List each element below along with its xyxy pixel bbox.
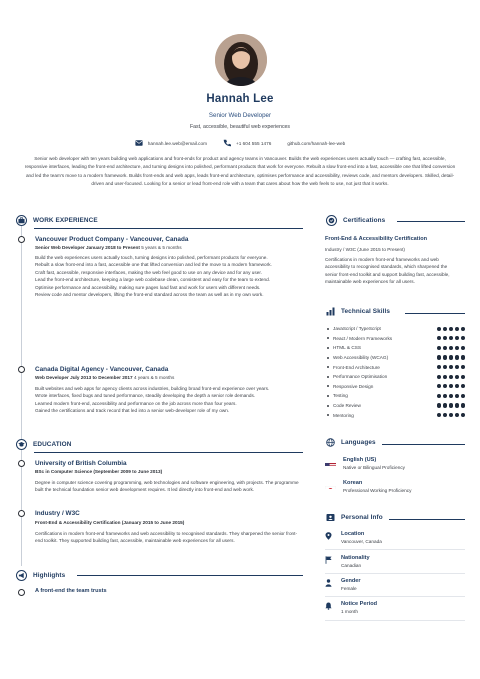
languages-section-header <box>326 438 376 447</box>
skill-name: Web Accessibility (WCAG) <box>327 355 388 360</box>
divider <box>325 549 465 550</box>
job-bullet: Learned modern front-end, accessibility and performance on the job across more than four years. <box>35 400 237 406</box>
rating-dot <box>437 403 441 407</box>
language-item <box>325 480 411 493</box>
skill-row <box>325 391 465 401</box>
skill-name: Performance Optimisation <box>327 374 387 379</box>
skill-rating <box>437 394 465 398</box>
job-company: Canada Digital Agency - Vancouver, Canada <box>35 366 169 373</box>
rating-dot <box>461 365 465 369</box>
rating-dot <box>461 403 465 407</box>
skill-name: Mentoring <box>327 413 354 418</box>
school-name: Industry / W3C <box>35 510 80 517</box>
rating-dot <box>455 394 459 398</box>
divider <box>325 620 465 621</box>
skill-rating <box>437 365 465 369</box>
rating-dot <box>443 365 447 369</box>
degree: Front-End & Accessibility Certification (January 2015 to June 2015) <box>35 520 185 525</box>
briefcase-icon <box>16 215 27 226</box>
rating-dot <box>449 355 453 359</box>
highlights-section-title: Highlights <box>33 572 66 579</box>
personal-label: Location <box>341 531 365 537</box>
certification-title: Front-End & Accessibility Certification <box>325 236 428 242</box>
job-role-dates: Web Developer July 2013 to December 2017 4 years & 5 months <box>35 375 175 380</box>
rating-dot <box>437 375 441 379</box>
skills-section-header <box>326 307 390 316</box>
skill-row <box>325 401 465 411</box>
work-section-header <box>16 215 98 226</box>
work-section-title: WORK EXPERIENCE <box>33 217 98 224</box>
personal-nationality <box>325 555 370 568</box>
skill-rating <box>437 403 465 407</box>
education-section-title: EDUCATION <box>33 441 72 448</box>
highlights-section-header <box>16 570 65 581</box>
school-name: University of British Columbia <box>35 460 127 467</box>
job-title: Senior Web Developer <box>208 112 272 119</box>
rating-dot <box>449 327 453 331</box>
personal-label: Nationality <box>341 555 370 561</box>
timeline-dot <box>18 236 25 243</box>
languages-section-title: Languages <box>341 439 376 446</box>
job-bullet: Built websites and web apps for agency clients across industries, building broad front-end experience over years. <box>35 386 270 391</box>
skill-rating <box>437 346 465 350</box>
skills-list <box>325 324 465 420</box>
contact-phone[interactable] <box>223 139 271 147</box>
personal-value: 1 month <box>341 609 358 614</box>
contact-bar <box>0 139 480 147</box>
location-pin-icon <box>325 532 332 540</box>
skill-rating <box>437 413 465 417</box>
education-description: Certifications in modern front-end frameworks and web accessibility to recognised standards. They sharpened the senior front-end toolkit. They supported building fast, accessible, maintainable web experiences for all users. <box>35 531 298 544</box>
skills-section-rule <box>405 313 465 314</box>
rating-dot <box>461 375 465 379</box>
rating-dot <box>461 327 465 331</box>
language-item <box>325 457 405 470</box>
skill-row <box>325 382 465 392</box>
highlight-item: A front-end the team trusts <box>35 588 107 594</box>
rating-dot <box>455 346 459 350</box>
work-section-rule <box>34 228 303 229</box>
profile-photo <box>215 34 267 86</box>
language-level: Professional Working Proficiency <box>343 488 412 493</box>
rating-dot <box>455 336 459 340</box>
rating-dot <box>437 355 441 359</box>
rating-dot <box>455 365 459 369</box>
job-bullet: Craft fast, accessible, responsive interfaces, making the web feel good to use on any device and for any user. <box>35 269 262 275</box>
personal-section-header <box>326 513 383 522</box>
skill-rating <box>437 384 465 388</box>
email-text: hannah.lee.web@email.com <box>147 140 208 146</box>
profile-summary: Senior web developer with ten years building web applications and front-ends for product and agency teams in Vancouver. Builds the web experiences users actually touch — crafting fast, accessible, responsive interfaces, leading the front-end architecture, and turning designs into polished, performant products that work for everyone. Rebuilt a slow front-end into a fast, accessible one that lifted conversion and led the team's move to a modern framework. Builds front-ends and web apps, leads front-end architecture, optimises performance and accessibility, reviews code, and mentors developers. Skilled, detail-driven and user-focused. Looking for a senior or lead front-end role with a team that cares about how the web feels to use, not just that it works. <box>24 156 456 186</box>
skill-row <box>325 372 465 382</box>
timeline-dot <box>18 460 25 467</box>
rating-dot <box>461 384 465 388</box>
job-role-dates: Senior Web Developer January 2018 to Present 5 years & 5 months <box>35 245 182 250</box>
rating-dot <box>443 336 447 340</box>
job-bullet: Build the web experiences users actually touch, turning designs into polished, performant products for everyone. <box>35 255 268 260</box>
rating-dot <box>443 403 447 407</box>
skill-row <box>325 334 465 344</box>
skill-row <box>325 410 465 420</box>
personal-value: Canadian <box>341 563 362 568</box>
certifications-section-title: Certifications <box>343 217 386 224</box>
rating-dot <box>461 394 465 398</box>
degree: BSc in Computer Science (September 2009 to June 2013) <box>35 469 163 474</box>
job-bullets <box>35 385 303 415</box>
rating-dot <box>449 346 453 350</box>
rating-dot <box>455 327 459 331</box>
graduation-cap-icon <box>16 439 27 450</box>
certification-description: Certifications in modern front-end frameworks and web accessibility to recognised standards, which sharpened the senior front-end toolkit and support building fast, accessible, maintainable web experiences for all users. <box>325 257 450 285</box>
divider <box>325 573 465 574</box>
job-company: Vancouver Product Company - Vancouver, Canada <box>35 236 189 243</box>
rating-dot <box>437 394 441 398</box>
rating-dot <box>443 413 447 417</box>
certification-issuer: Industry / W3C (June 2015 to Present) <box>325 247 405 252</box>
skill-row <box>325 362 465 372</box>
rating-dot <box>437 346 441 350</box>
skills-section-title: Technical Skills <box>341 308 391 315</box>
megaphone-icon <box>16 570 27 581</box>
rating-dot <box>455 413 459 417</box>
us-flag-icon <box>325 458 336 466</box>
rating-dot <box>443 384 447 388</box>
contact-email[interactable] <box>135 139 207 147</box>
personal-section-title: Personal Info <box>341 514 383 521</box>
rating-dot <box>437 413 441 417</box>
candidate-name: Hannah Lee <box>206 93 274 105</box>
rating-dot <box>449 365 453 369</box>
rating-dot <box>437 384 441 388</box>
id-card-icon <box>326 513 335 522</box>
job-bullet: Rebuilt a slow front-end into a fast, accessible one that lifted conversion and led the move to a modern framework. <box>35 262 272 268</box>
job-bullet: Wrote interfaces, fixed bugs and tuned performance, steadily developing the depth a senior role demands. <box>35 393 256 399</box>
education-description: Degree in computer science covering programming, web technologies and software engineering, with projects. The programme built the technical foundation senior web development requires. It led directly into front-end and web work. <box>35 480 299 493</box>
skill-row <box>325 343 465 353</box>
job-bullets <box>35 254 303 298</box>
rating-dot <box>437 336 441 340</box>
email-icon <box>135 139 143 147</box>
personal-label: Notice Period <box>341 601 378 607</box>
skill-rating <box>437 327 465 331</box>
skill-name: Responsive Design <box>327 384 373 389</box>
timeline-dot <box>18 589 25 596</box>
skill-name: React / Modern Frameworks <box>327 336 392 341</box>
job-bullet: Optimise performance and accessibility, making sure pages load fast and work for users with different needs. <box>35 284 261 290</box>
skill-name: Testing <box>327 393 348 398</box>
certifications-section-rule <box>397 221 465 222</box>
rating-dot <box>449 384 453 388</box>
tagline: Fast, accessible, beautiful web experiences <box>189 124 291 130</box>
rating-dot <box>443 375 447 379</box>
certificate-badge-icon <box>326 215 337 226</box>
skill-row <box>325 324 465 334</box>
rating-dot <box>461 355 465 359</box>
personal-section-rule <box>389 519 465 520</box>
skill-name: Code Review <box>327 403 361 408</box>
timeline-dot <box>18 366 25 373</box>
rating-dot <box>443 355 447 359</box>
globe-icon <box>326 438 335 447</box>
rating-dot <box>455 403 459 407</box>
personal-location <box>325 531 382 544</box>
rating-dot <box>461 413 465 417</box>
phone-icon <box>223 139 231 147</box>
rating-dot <box>443 394 447 398</box>
education-section-rule <box>34 452 303 453</box>
bars-icon <box>326 307 335 316</box>
github-text: github.com/hannah-lee-web <box>287 140 346 146</box>
personal-notice-period <box>325 601 377 614</box>
rating-dot <box>455 355 459 359</box>
rating-dot <box>443 346 447 350</box>
rating-dot <box>449 336 453 340</box>
highlights-section-rule <box>77 575 303 576</box>
language-name: Korean <box>343 480 363 486</box>
phone-text: +1 604 555 1476 <box>236 140 272 146</box>
rating-dot <box>455 384 459 388</box>
rating-dot <box>449 403 453 407</box>
rating-dot <box>461 346 465 350</box>
job-bullet: Gained the certifications and track record that led into a senior web-developer role of my own. <box>35 408 230 414</box>
rating-dot <box>437 365 441 369</box>
personal-gender <box>325 578 361 591</box>
skill-rating <box>437 375 465 379</box>
job-bullet: Review code and mentor developers, lifting the front-end standard across the team as well as in my own work. <box>35 292 264 298</box>
personal-label: Gender <box>341 578 361 584</box>
personal-value: Vancouver, Canada <box>341 539 382 544</box>
certifications-section-header <box>326 215 385 226</box>
job-bullet: Lead the front-end architecture, keeping a large web codebase clean, consistent and easy for the team to extend. <box>35 277 271 283</box>
timeline-dot <box>18 510 25 517</box>
rating-dot <box>449 413 453 417</box>
language-level: Native or Bilingual Proficiency <box>343 465 406 470</box>
personal-value: Female <box>341 586 357 591</box>
skill-name: HTML & CSS <box>327 345 361 350</box>
skill-row <box>325 353 465 363</box>
flag-icon <box>325 556 332 564</box>
person-icon <box>325 579 332 587</box>
skill-name: Front-End Architecture <box>327 365 380 370</box>
rating-dot <box>461 336 465 340</box>
skill-rating <box>437 336 465 340</box>
languages-section-rule <box>382 444 465 445</box>
skill-name: JavaScript / TypeScript <box>327 326 381 331</box>
kr-flag-icon <box>325 481 336 489</box>
rating-dot <box>449 394 453 398</box>
rating-dot <box>437 327 441 331</box>
rating-dot <box>455 375 459 379</box>
rating-dot <box>443 327 447 331</box>
bell-icon <box>325 602 332 610</box>
skill-rating <box>437 355 465 359</box>
contact-github[interactable] <box>287 141 345 146</box>
education-section-header <box>16 439 71 450</box>
rating-dot <box>449 375 453 379</box>
divider <box>325 596 465 597</box>
language-name: English (US) <box>343 457 377 463</box>
